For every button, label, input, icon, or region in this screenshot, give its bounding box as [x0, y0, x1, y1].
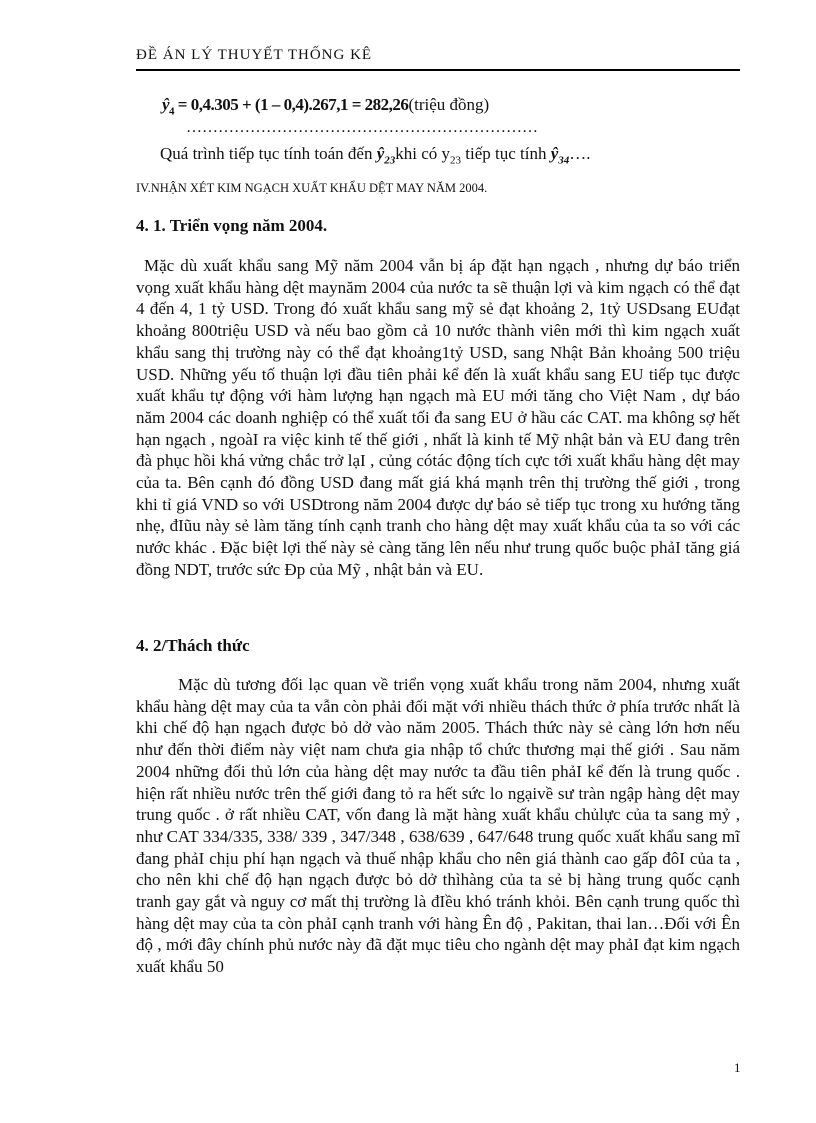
y-subscript: 23	[450, 154, 462, 167]
continuation-text: Quá trình tiếp tục tính toán đến	[160, 144, 377, 163]
header-rule	[136, 69, 740, 71]
subsection-heading-challenges: 4. 2/Thách thức	[136, 636, 250, 655]
y-hat-symbol: ŷ	[162, 95, 170, 114]
forecast-formula	[162, 95, 489, 117]
y-hat-subscript: 23	[384, 154, 396, 167]
dotted-line: …………………………………………………………	[186, 119, 538, 136]
section-heading: IV.NHẬN XÉT KIM NGẠCH XUẤT KHẨU DỆT MAY NĂM 2004.	[136, 181, 488, 195]
y-hat-symbol: ŷ	[376, 144, 385, 163]
continuation-text: ….	[569, 144, 591, 163]
subsection-heading-prospects: 4. 1. Triển vọng năm 2004.	[136, 216, 328, 235]
page-number: 1	[734, 1060, 741, 1075]
continuation-text: tiếp tục tính	[461, 144, 551, 163]
y-hat-subscript: 34	[558, 154, 570, 167]
continuation-text: khi có y	[395, 144, 451, 163]
page-header: ĐỀ ÁN LÝ THUYẾT THỐNG KÊ	[136, 47, 373, 63]
paragraph-challenges: Mặc dù tương đối lạc quan về triển vọng xuất khẩu trong năm 2004, nhưng xuất khẩu hàng dệt may của ta vẫn còn phải đối mặt với nhiều thách thức ở phía trước nhất là khi chế độ hạn ngạch được bỏ dở vào năm 2005. Thách thức này sẻ càng lớn hơn nếu như đến thời điểm này việt nam chưa gia nhập tổ chức thương mại thế giới . Sau năm 2004 những đối thủ lớn của hàng dệt may nước ta đầu tiên phảI kể đến là trung quốc . hiện rất nhiều nước trên thế giới đang tỏ ra hết sức lo ngạivề sư tràn ngập hàng dệt may trung quốc . ở rất nhiều CAT, vốn đang là mặt hàng xuất khẩu chủlực của ta sang mỷ , như CAT 334/335, 338/ 339 , 347/348 , 638/639 , 647/648 trung quốc xuất khẩu sang mĩ đang phảI chịu phí hạn ngạch và thuế nhập khẩu cho nên giá thành cao gấp đôI của ta , cho nên khi chế độ hạn ngạch được bỏ dở thìhàng của ta sẻ bị hàng trung quốc cạnh tranh gay gắt và nguy cơ mất thị trường là đIều khó tránh khỏi. Bên cạnh trung quốc thì hàng dệt may của ta còn phảI cạnh tranh với hàng Ên độ , Pakitan, thai lan…Đối với Ên độ , mới đây chính phủ nước này đã đặt mục tiêu cho ngành dệt may phảI đạt kim ngạch xuất khẩu 50	[136, 675, 740, 977]
formula-expression: = 0,4.305 + (1 – 0,4).267,1 = 282,26	[174, 95, 409, 114]
formula-unit: (triệu đồng)	[408, 95, 490, 114]
continuation-line	[160, 144, 591, 166]
y-hat-symbol: ŷ	[550, 144, 559, 163]
y-hat-subscript: 4	[169, 105, 175, 118]
paragraph-prospects: Mặc dù xuất khẩu sang Mỹ năm 2004 vẫn bị áp đặt hạn ngạch , nhưng dự báo triển vọng xuất khẩu hàng dệt maynăm 2004 của nước ta sẽ thuận lợi và kim ngạch có thể đạt 4 đến 4, 1 tỷ USD. Trong đó xuất khẩu sang mỹ sẻ đạt khoảng 2, 1tỷ USDsang EUđạt khoảng 800triệu USD và nếu bao gồm cả 10 nước thành viên mới thì kim ngạch xuất khẩu sang thị trường này có thể đạt khoảng1tỷ USD, sang Nhật Bản khoảng 500 triệu USD. Những yếu tố thuận lợi đầu tiên phải kể đến là xuất khẩu sang EU tiếp tục được xuất khẩu tự động với hàm lượng hạn ngạch mà EU mới tăng cho Việt Nam , dự báo năm 2004 các doanh nghiệp có thể xuất tối đa sang EU ở hầu các CAT. ma không sợ hết hạn ngạch , ngoàI ra việc kinh tế thế giới , nhất là kinh tế Mỹ nhật bản và EU đang trên đà phục hồi khá vửng chắc trở lạI , củng cótác động tích cực tới xuất khẩu hàng dệt may của ta. Bên cạnh đó đồng USD đang mất giá khá mạnh trên thị trường thế giới , trong khi tỉ giá VND so với USDtrong năm 2004 được dự báo sẻ tiếp tục trong xu hướng tăng nhẹ, đIũu này sẻ làm tăng tính cạnh tranh cho hàng dệt may xuất khẩu của ta so với các nước khác . Đặc biệt lợi thế này sẻ càng tăng lên nếu như trung quốc buộc phảI tăng giá đồng NDT, trước sức Ðp của Mỹ , nhật bản và EU.	[136, 256, 740, 579]
